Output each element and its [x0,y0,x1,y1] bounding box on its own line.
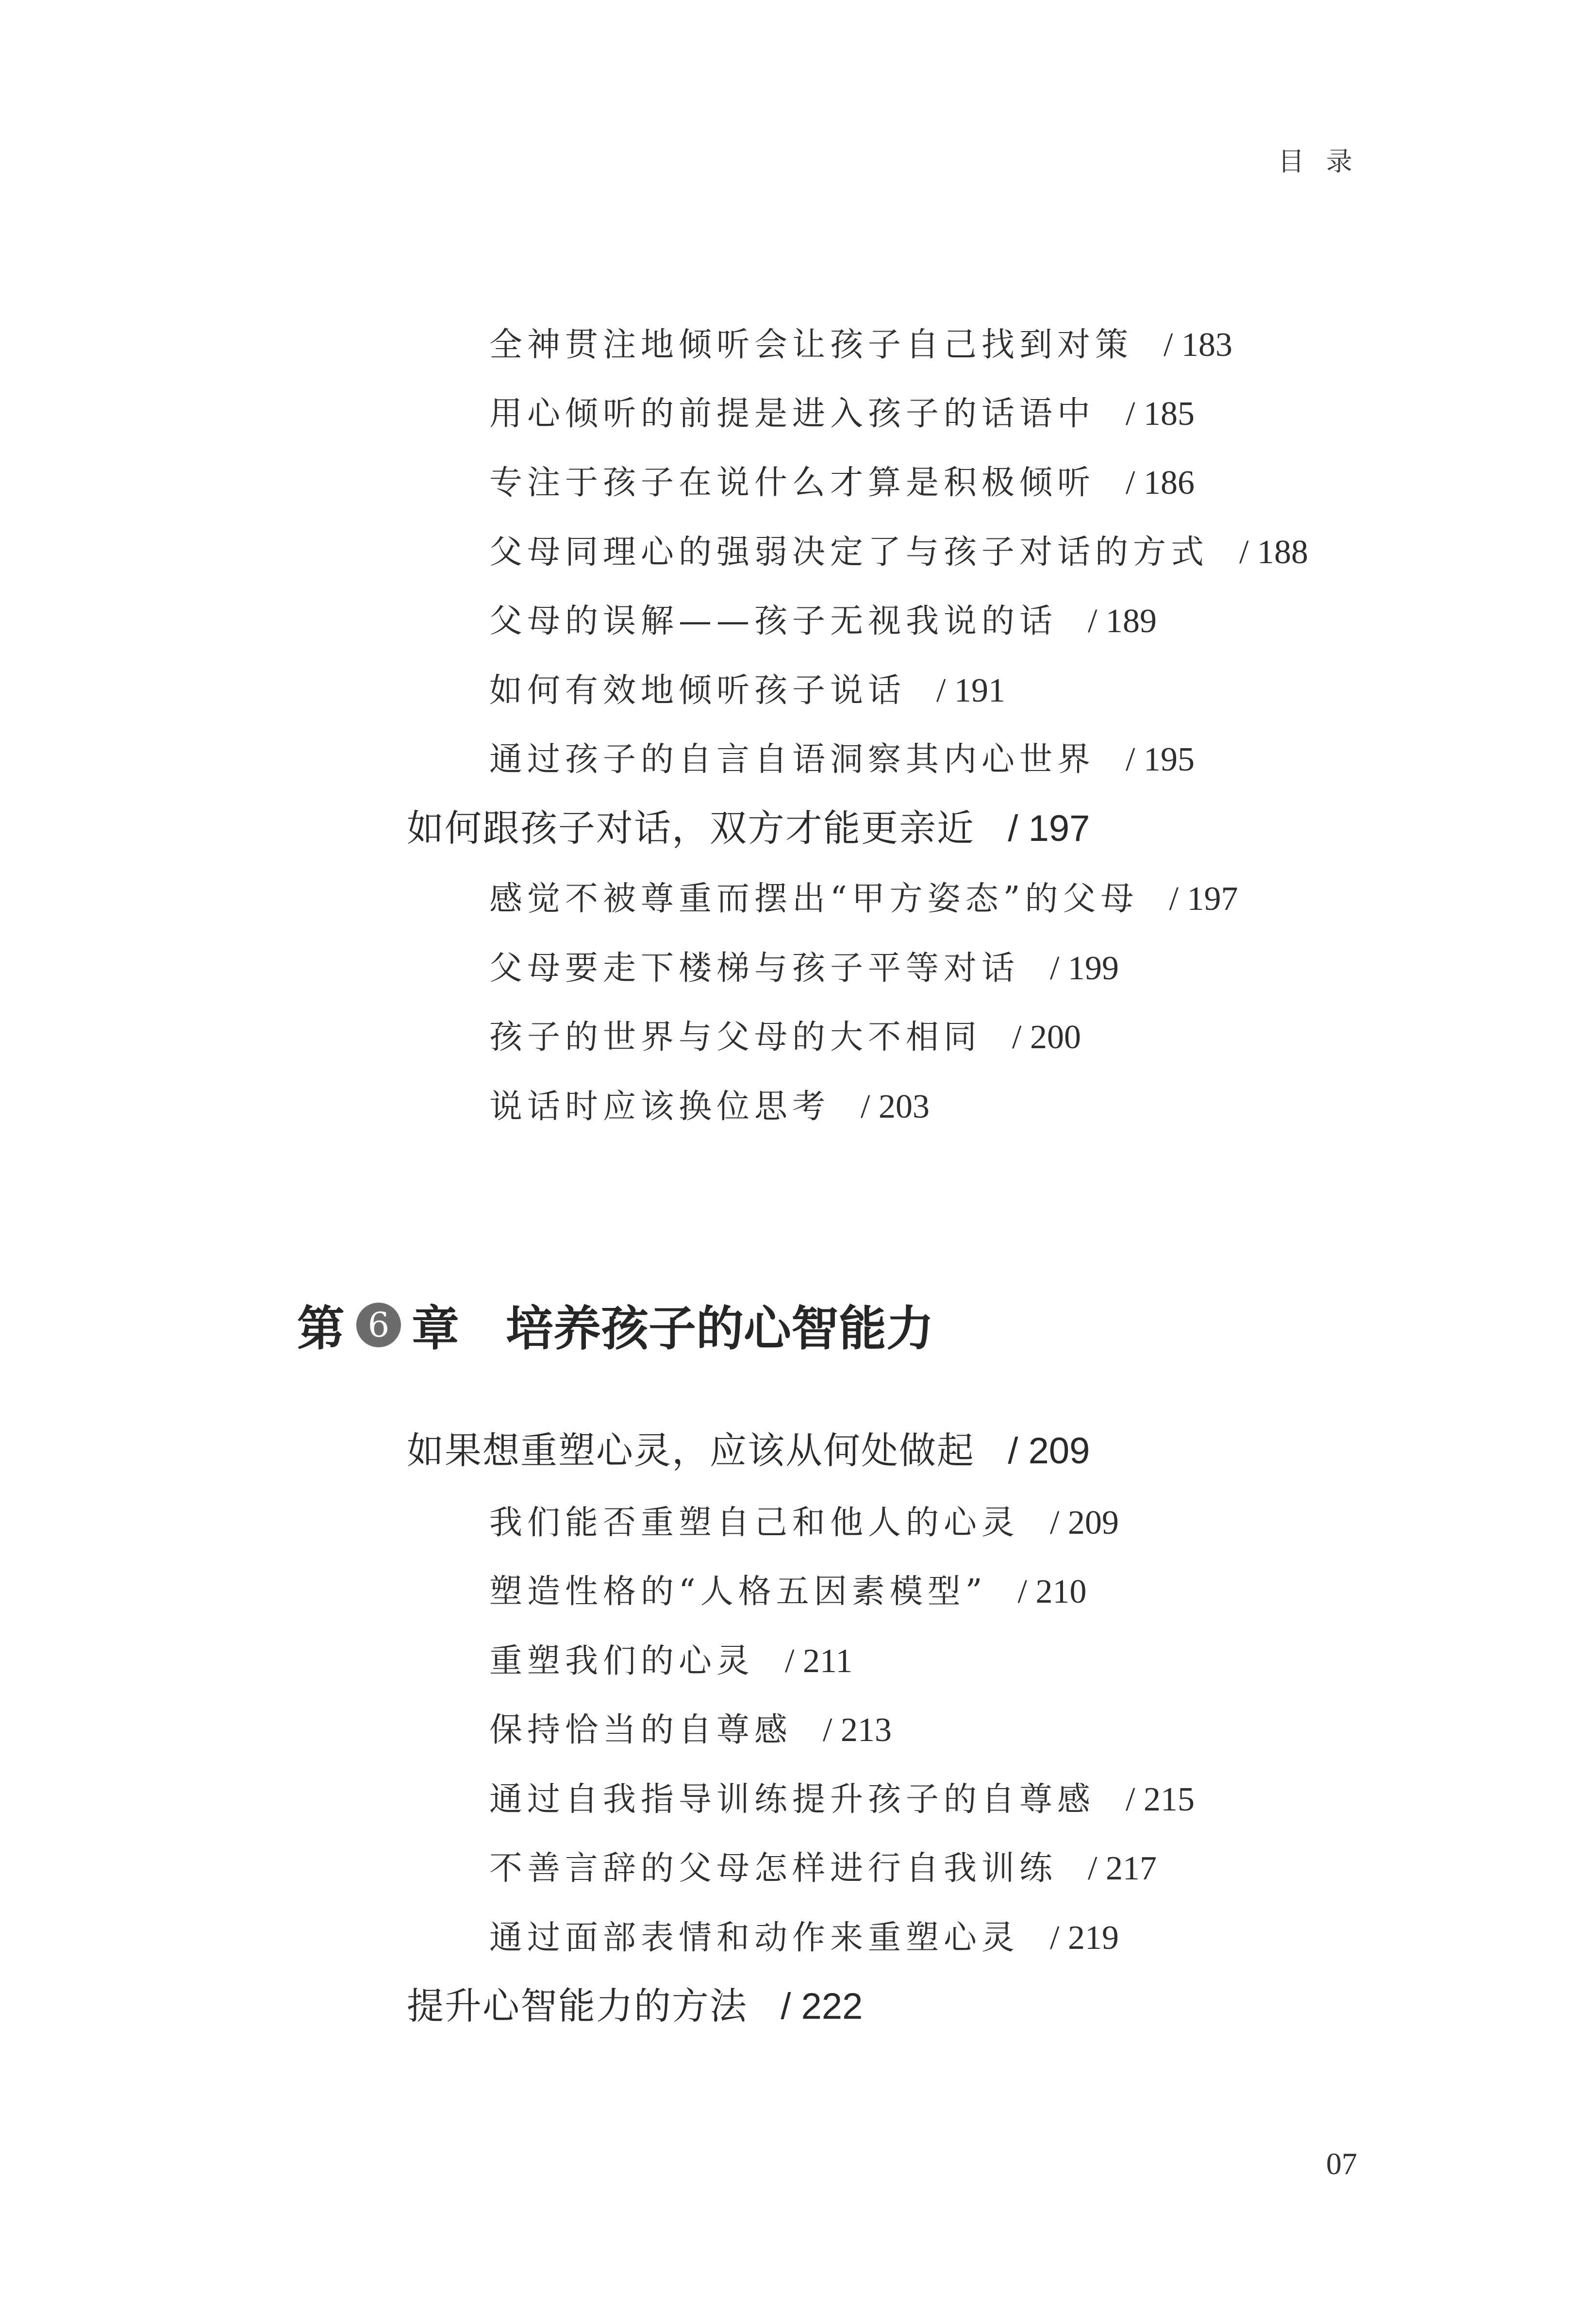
toc-entry-page: / 200 [1012,1019,1081,1056]
toc-entry[interactable] [489,740,1195,779]
toc-entry[interactable] [489,397,1195,431]
toc-entry[interactable] [489,1018,1081,1056]
toc-entry-page: / 197 [1169,880,1238,918]
toc-entry-page: / 199 [1050,950,1119,987]
toc-entry-page: / 183 [1164,326,1232,364]
toc-entry-title: 父母同理心的强弱决定了与孩子对话的方式 [489,533,1209,571]
toc-entry-page: / 189 [1088,603,1157,640]
toc-entry[interactable] [489,1575,1086,1609]
toc-entry-page: / 211 [785,1642,853,1680]
toc-entry-title: 重塑我们的心灵 [489,1642,755,1680]
toc-entry-page: / 197 [1008,808,1090,849]
toc-entry-title: 如何有效地倾听孩子说话 [489,671,906,710]
toc-entry-page: / 222 [781,1986,863,2027]
page-number: 07 [1326,2146,1357,2181]
toc-entry-title: 通过面部表情和动作来重塑心灵 [489,1919,1020,1957]
toc-entry[interactable] [489,1921,1119,1955]
chapter-number-badge: 6 [356,1303,401,1347]
toc-entry[interactable] [489,882,1238,916]
toc-entry[interactable] [489,604,1157,638]
toc-entry[interactable] [489,1713,892,1747]
chapter-prefix: 第 [297,1301,345,1357]
toc-entry-page: / 195 [1126,741,1195,778]
toc-section-entry[interactable] [407,1429,1090,1472]
toc-entry-page: / 213 [823,1711,892,1749]
toc-entry[interactable] [489,671,1005,710]
chapter-heading[interactable] [297,1290,934,1359]
toc-entry-title: 孩子的世界与父母的大不相同 [489,1018,982,1056]
toc-entry-title: 全神贯注地倾听会让孩子自己找到对策 [489,326,1133,364]
toc-entry[interactable] [489,328,1232,362]
toc-entry[interactable] [489,1849,1157,1888]
toc-entry-title: 专注于孩子在说什么才算是积极倾听 [489,464,1096,502]
toc-section-entry[interactable] [407,1984,863,2027]
toc-entry-title: 父母的误解——孩子无视我说的话 [489,602,1058,640]
toc-entry-title: 塑造性格的“人格五因素模型” [489,1573,987,1611]
toc-entry-page: / 185 [1126,395,1195,433]
toc-entry-title: 如果想重塑心灵，应该从何处做起 [407,1429,975,1472]
toc-entry[interactable] [489,466,1195,500]
toc-entry-title: 如何跟孩子对话，双方才能更亲近 [407,806,975,850]
toc-entry-title: 用心倾听的前提是进入孩子的话语中 [489,395,1096,433]
toc-entry-page: / 209 [1008,1430,1090,1472]
toc-entry-title: 保持恰当的自尊感 [489,1711,793,1749]
toc-entry-title: 我们能否重塑自己和他人的心灵 [489,1504,1020,1542]
toc-entry[interactable] [489,1644,852,1678]
toc-entry[interactable] [489,1780,1195,1819]
toc-section-entry[interactable] [407,806,1090,850]
chapter-suffix: 章 [412,1301,460,1357]
toc-entry-title: 通过孩子的自言自语洞察其内心世界 [489,740,1096,779]
toc-entry-page: / 191 [936,672,1005,709]
toc-entry-title: 不善言辞的父母怎样进行自我训练 [489,1849,1058,1888]
toc-entry-page: / 203 [861,1088,930,1125]
toc-entry[interactable] [489,1090,930,1124]
toc-entry-page: / 210 [1017,1573,1087,1610]
toc-entry[interactable] [489,1506,1119,1540]
chapter-title: 培养孩子的心智能力 [506,1301,934,1357]
running-head: 目 录 [1278,146,1359,177]
toc-entry-page: / 188 [1239,534,1308,571]
toc-entry-page: / 215 [1126,1781,1195,1818]
toc-entry-page: / 217 [1088,1850,1157,1887]
toc-entry-title: 通过自我指导训练提升孩子的自尊感 [489,1780,1096,1819]
toc-entry-title: 说话时应该换位思考 [489,1088,831,1126]
toc-entry[interactable] [489,949,1119,988]
toc-entry-title: 提升心智能力的方法 [407,1984,748,2027]
toc-entry-page: / 186 [1126,464,1195,502]
toc-entry-title: 父母要走下楼梯与孩子平等对话 [489,949,1020,988]
toc-entry-page: / 209 [1050,1504,1119,1541]
toc-entry-title: 感觉不被尊重而摆出“甲方姿态”的父母 [489,880,1139,918]
toc-entry-page: / 219 [1050,1919,1119,1957]
toc-entry[interactable] [489,533,1308,571]
